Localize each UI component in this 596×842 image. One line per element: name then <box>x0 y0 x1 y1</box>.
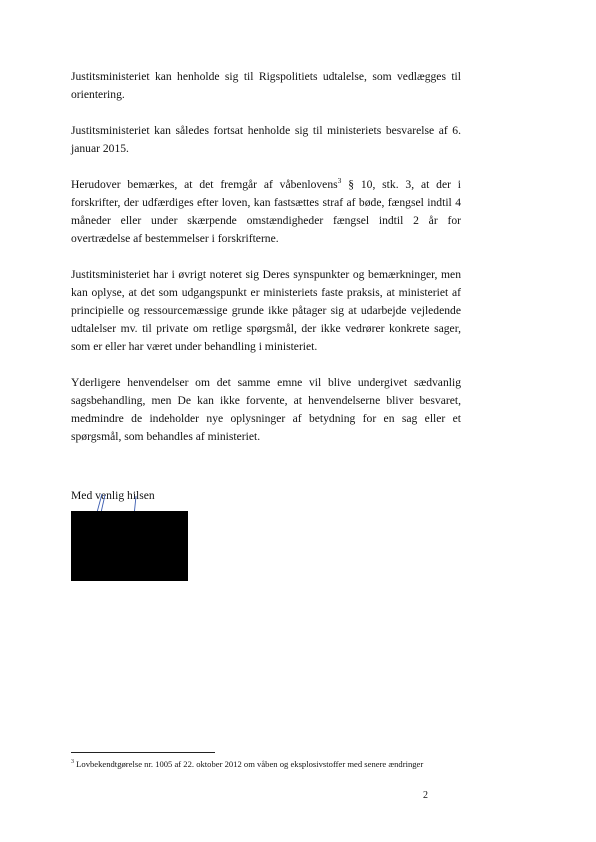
page-number: 2 <box>423 790 428 801</box>
closing-salutation: Med venlig hilsen <box>71 489 155 502</box>
footnote-reference: 3 <box>337 176 342 186</box>
redacted-signature-block <box>71 511 188 581</box>
paragraph-5: Yderligere henvendelser om det samme emne vil blive undergivet sædvanlig sagsbehandling, men De kan ikke forvente, at henvendelserne bliver besvaret, medmindre de indeholder nye oplysninger af betydning for en sag eller et spørgsmål, som behandles af ministeriet. <box>71 376 461 443</box>
footnote-number: 3 <box>71 759 74 766</box>
paragraph-2: Justitsministeriet kan således fortsat henholde sig til ministeriets besvarelse af 6. januar 2015. <box>71 124 461 155</box>
paragraph-3-end: § 10, stk. 3, at der i forskrifter, der udfærdiges efter loven, kan fastsættes straf af bøde, fængsel indtil 4 måneder eller under skærpende omstændigheder fængsel indtil 2 år for overtrædelse af bestemmelser i forskrifterne. <box>71 178 461 245</box>
paragraph-3 <box>71 176 461 248</box>
paragraph-1: Justitsministeriet kan henholde sig til Rigspolitiets udtalelse, som vedlægges til orientering. <box>71 70 461 101</box>
paragraph-3-start: Herudover bemærkes, at det fremgår af våbenlovens <box>71 178 338 191</box>
paragraph-4: Justitsministeriet har i øvrigt noteret sig Deres synspunkter og bemærkninger, men kan oplyse, at det som udgangspunkt er ministeriets faste praksis, at ministeriet af principielle og ressourcemæssige grunde ikke påtager sig at udarbejde vejledende udtalelser mv. til private om retlige spørgsmål, der ikke vedrører konkrete sager, som er eller har været under behandling i ministeriet. <box>71 268 461 353</box>
footnote-text: Lovbekendtgørelse nr. 1005 af 22. oktober 2012 om våben og eksplosivstoffer med senere ændringer <box>74 759 424 769</box>
footnote-divider <box>71 752 215 753</box>
footnote <box>71 758 451 771</box>
letter-body <box>71 68 461 464</box>
